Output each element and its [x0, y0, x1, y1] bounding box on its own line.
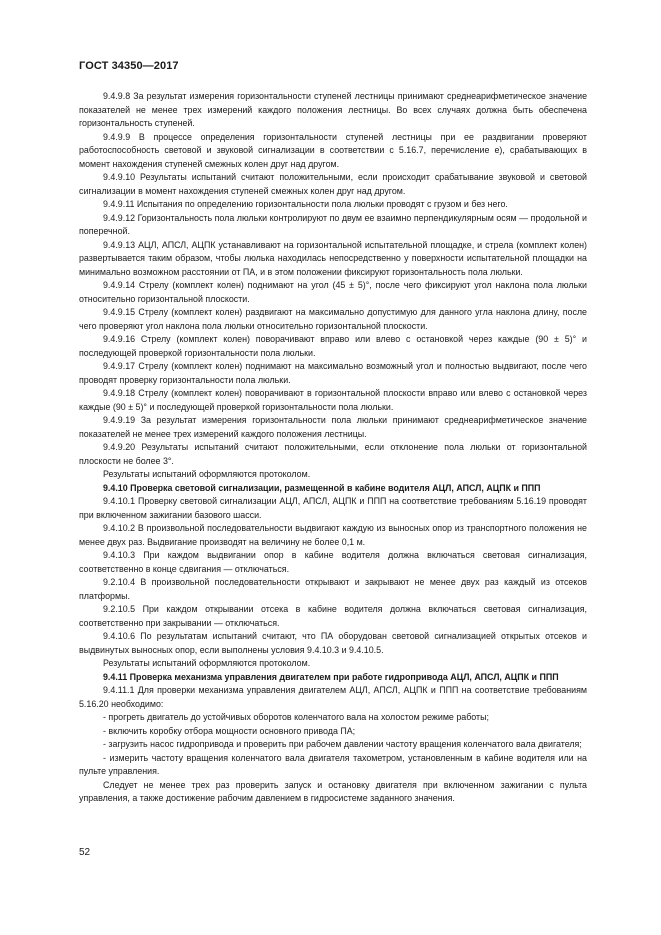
paragraph-9-4-10-1: 9.4.10.1 Проверку световой сигнализации АЦЛ, АПСЛ, АЦПК и ППП на соответствие требованиям 5.16.19 проводят при включенном зажигании базового шасси.: [79, 496, 587, 520]
paragraph-9-4-9-8: 9.4.9.8 За результат измерения горизонтальности ступеней лестницы принимают среднеарифметическое значение показателей не менее трех измерений каждого положения лестницы. Во всех случаях должна быть обеспечена горизонтальность ступеней.: [79, 91, 587, 128]
paragraph-9-4-9-9: 9.4.9.9 В процессе определения горизонтальности ступеней лестницы при ее раздвигании проверяют работоспособность световой и звуковой сигнализации в соответствии с 5.16.7, перечисление е), срабатывающих в момент нахождения ступеней смежных колен друг над другом.: [79, 131, 587, 169]
list-item: - измерить частоту вращения коленчатого вала двигателя тахометром, установленным в кабине водителя или на пульте управления.: [79, 752, 587, 776]
section-heading-9-4-11: 9.4.11 Проверка механизма управления двигателем при работе гидропривода АЦЛ, АПСЛ, АЦПК и ППП: [103, 671, 559, 682]
protocol-note: Результаты испытаний оформляются протоколом.: [103, 469, 311, 479]
list-item: - прогреть двигатель до устойчивых оборотов коленчатого вала на холостом режиме работы;: [103, 712, 489, 722]
paragraph-9-4-9-14: 9.4.9.14 Стрелу (комплект колен) поднимают на угол (45 ± 5)°, после чего фиксируют угол наклона пола люльки относительно горизонтальной плоскости.: [79, 280, 587, 304]
paragraph-9-2-10-4: 9.2.10.4 В произвольной последовательности открывают и закрывают не менее двух раз каждый из отсеков платформы.: [79, 577, 587, 601]
list-item: - включить коробку отбора мощности основного привода ПА;: [103, 725, 356, 736]
paragraph-9-4-9-12: 9.4.9.12 Горизонтальность пола люльки контролируют по двум ее взаимно перпендикулярным осям — продольной и поперечной.: [79, 212, 587, 236]
paragraph-9-4-9-15: 9.4.9.15 Стрелу (комплект колен) раздвигают на максимально допустимую для данного угла наклона длину, после чего проверяют угол наклона пола люльки относительно горизонтальной плоскости.: [79, 307, 587, 331]
document-body: [79, 90, 587, 806]
closing-paragraph: Следует не менее трех раз проверить запуск и остановку двигателя при включенном зажигании с пульта управления, а также достижение рабочим давлением в гидросистеме заданного значения.: [79, 779, 587, 803]
paragraph-9-4-9-18: 9.4.9.18 Стрелу (комплект колен) поворачивают в горизонтальной плоскости вправо или влево с остановкой через каждые (90 ± 5)° и последующей проверкой горизонтальности пола люльки.: [79, 388, 587, 412]
paragraph-9-4-9-10: 9.4.9.10 Результаты испытаний считают положительными, если происходит срабатывание звуковой и световой сигнализации в момент нахождения ступеней смежных колен друг над другом.: [79, 172, 587, 196]
paragraph-9-4-10-6: 9.4.10.6 По результатам испытаний считают, что ПА оборудован световой сигнализацией открытых отсеков и выдвинутых выносных опор, если выполнены условия 9.4.10.3 и 9.4.10.5.: [79, 631, 587, 655]
document-header: ГОСТ 34350—2017: [79, 60, 179, 72]
paragraph-9-4-11-1: 9.4.11.1 Для проверки механизма управления двигателем АЦЛ, АПСЛ, АЦПК и ППП на соответствие требованиям 5.16.20 необходимо:: [79, 685, 587, 709]
section-heading-9-4-10: 9.4.10 Проверка световой сигнализации, размещенной в кабине водителя АЦЛ, АПСЛ, АЦПК и ППП: [103, 482, 541, 493]
paragraph-9-4-9-11: 9.4.9.11 Испытания по определению горизонтальности пола люльки проводят с грузом и без него.: [103, 199, 508, 209]
paragraph-9-4-10-2: 9.4.10.2 В произвольной последовательности выдвигают каждую из выносных опор из транспортного положения не менее двух раз. Выдвигание производят на величину не более 0,1 м.: [79, 523, 587, 547]
paragraph-9-4-9-17: 9.4.9.17 Стрелу (комплект колен) поднимают на максимально возможный угол и полностью выдвигают, после чего проводят проверку горизонтальности пола люльки.: [79, 361, 587, 385]
paragraph-9-4-9-16: 9.4.9.16 Стрелу (комплект колен) поворачивают вправо или влево с остановкой через каждые (90 ± 5)° и последующей проверкой горизонтальности пола люльки.: [79, 334, 587, 358]
paragraph-9-2-10-5: 9.2.10.5 При каждом открывании отсека в кабине водителя должна включаться световая сигнализация, соответственно при закрывании — отключаться.: [79, 604, 587, 628]
page-number: 52: [79, 847, 91, 858]
paragraph-9-4-9-19: 9.4.9.19 За результат измерения горизонтальности пола люльки принимают среднеарифметическое значение показателей не менее трех измерений каждого положения лестницы.: [79, 415, 587, 439]
list-item: - загрузить насос гидропривода и проверить при рабочем давлении частоту вращения коленчатого вала двигателя;: [103, 739, 582, 749]
protocol-note: Результаты испытаний оформляются протоколом.: [103, 658, 311, 668]
paragraph-9-4-9-13: 9.4.9.13 АЦЛ, АПСЛ, АЦПК устанавливают на горизонтальной испытательной площадке, и стрела (комплект колен) развертывается таким образом, чтобы люлька находилась непосредственно у поверхности испытательной площадки на минимально возможном расстоянии от ПА, и в этом положении фиксируют горизонтальность пола люльки.: [79, 239, 587, 277]
paragraph-9-4-9-20: 9.4.9.20 Результаты испытаний считают положительными, если отклонение пола люльки от горизонтальной плоскости не более 3°.: [79, 442, 587, 466]
paragraph-9-4-10-3: 9.4.10.3 При каждом выдвигании опор в кабине водителя должна включаться световая сигнализация, соответственно в конце сдвигания — отключаться.: [79, 550, 587, 574]
